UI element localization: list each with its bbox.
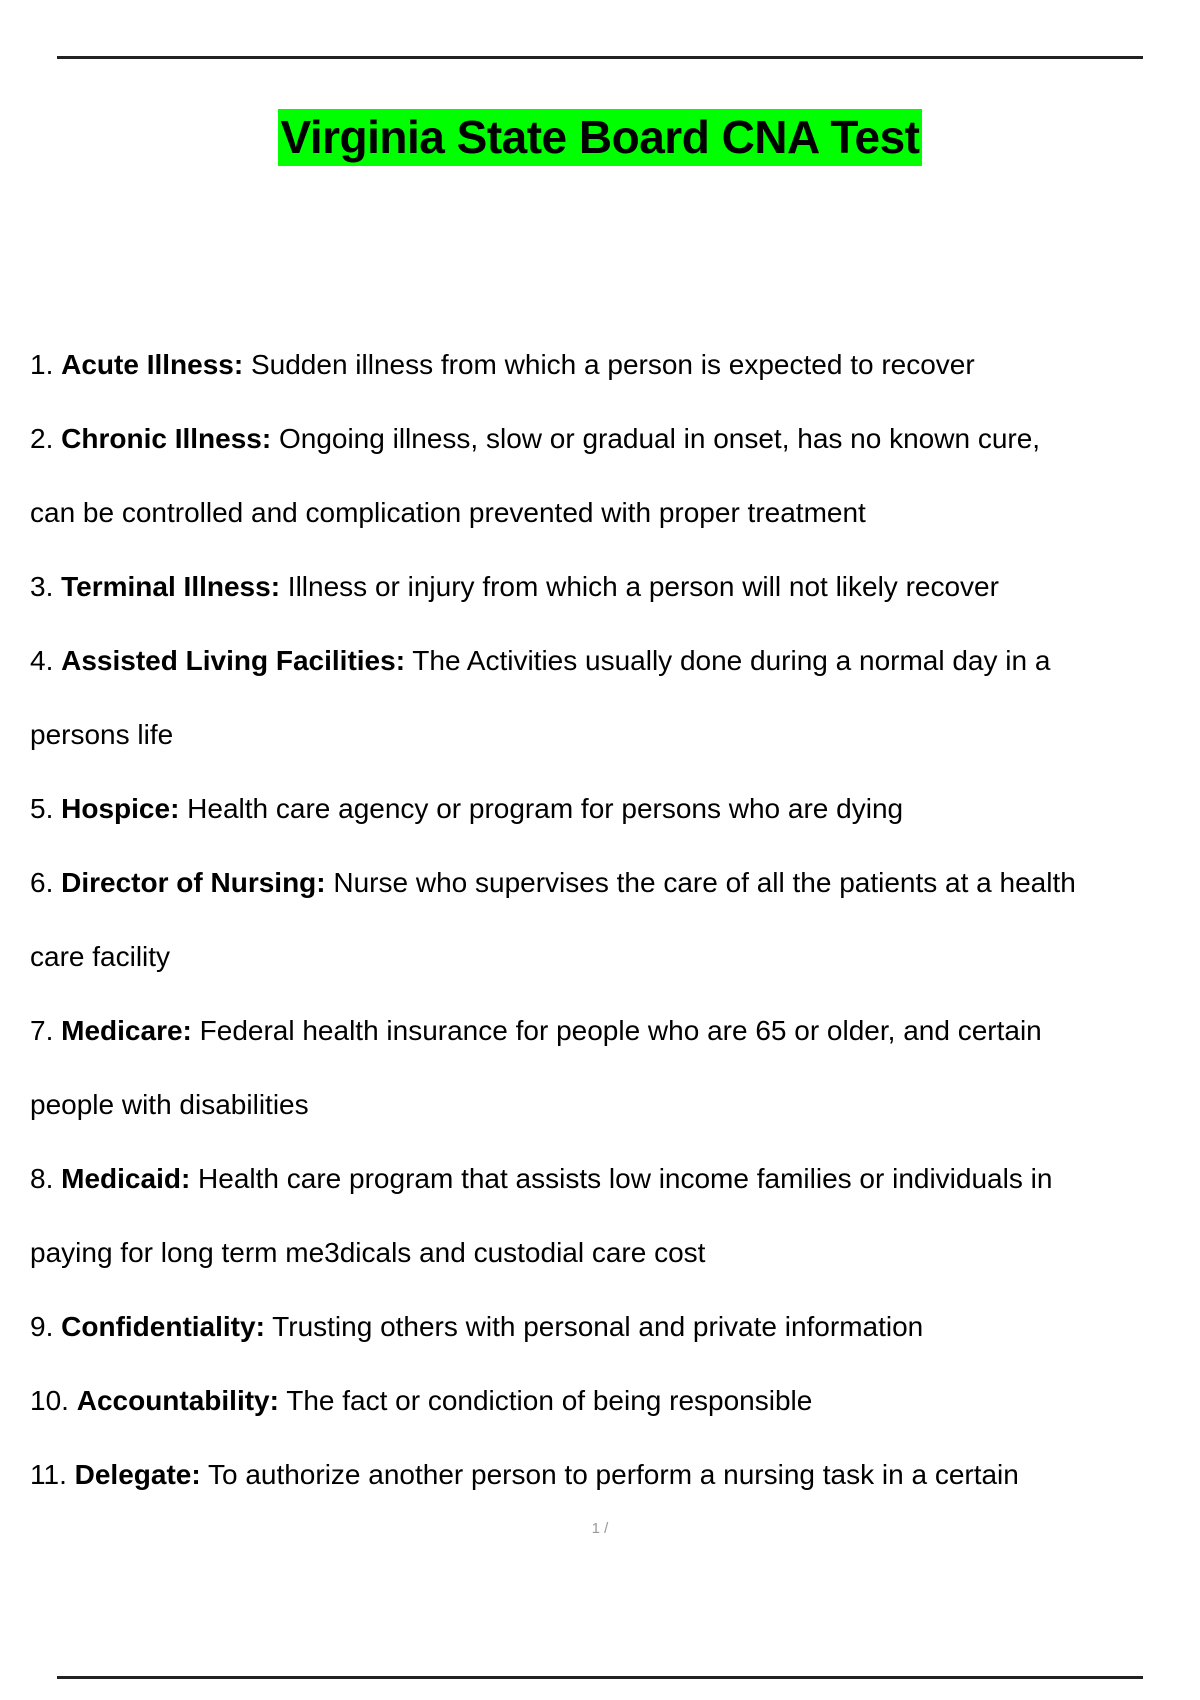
item-definition: The Activities usually done during a normal day in a — [405, 645, 1051, 676]
item-term: Confidentiality: — [61, 1311, 265, 1342]
item-number: 9. — [30, 1311, 54, 1342]
definition-item — [30, 1142, 1190, 1290]
item-number: 8. — [30, 1163, 54, 1194]
item-number: 11. — [30, 1459, 67, 1490]
item-number: 1. — [30, 349, 54, 380]
item-number: 7. — [30, 1015, 54, 1046]
definition-item — [30, 402, 1190, 550]
item-definition: To authorize another person to perform a nursing task in a certain — [200, 1459, 1019, 1490]
item-definition: Illness or injury from which a person will not likely recover — [280, 571, 999, 602]
item-number: 3. — [30, 571, 54, 602]
item-definition: Federal health insurance for people who are 65 or older, and certain — [191, 1015, 1042, 1046]
item-definition: Trusting others with personal and private information — [264, 1311, 924, 1342]
item-term: Chronic Illness: — [61, 423, 272, 454]
definition-item — [30, 1438, 1190, 1512]
item-definition: Sudden illness from which a person is expected to recover — [243, 349, 975, 380]
item-definition: Nurse who supervises the care of all the patients at a health — [325, 867, 1076, 898]
item-definition-continued: persons life — [30, 719, 174, 750]
item-term: Assisted Living Facilities: — [61, 645, 406, 676]
item-term: Medicaid: — [61, 1163, 191, 1194]
item-definition: Ongoing illness, slow or gradual in onset, has no known cure, — [271, 423, 1041, 454]
definition-list — [30, 328, 1190, 1512]
item-definition-continued: people with disabilities — [30, 1089, 309, 1120]
page-number: 1 / — [591, 1520, 609, 1537]
item-number: 4. — [30, 645, 54, 676]
item-term: Accountability: — [76, 1385, 279, 1416]
item-term: Hospice: — [61, 793, 180, 824]
item-number: 10. — [30, 1385, 69, 1416]
definition-item — [30, 1290, 1190, 1364]
item-number: 2. — [30, 423, 54, 454]
item-term: Medicare: — [61, 1015, 192, 1046]
definition-item — [30, 328, 1190, 402]
item-term: Director of Nursing: — [61, 867, 326, 898]
item-definition: Health care agency or program for persons who are dying — [179, 793, 904, 824]
definition-item — [30, 550, 1190, 624]
item-definition-continued: paying for long term me3dicals and custodial care cost — [30, 1237, 706, 1268]
definition-item — [30, 624, 1190, 772]
definition-item — [30, 1364, 1190, 1438]
item-definition-continued: care facility — [30, 941, 171, 972]
item-term: Acute Illness: — [61, 349, 244, 380]
item-number: 6. — [30, 867, 54, 898]
definition-item — [30, 772, 1190, 846]
item-term: Terminal Illness: — [61, 571, 281, 602]
item-number: 5. — [30, 793, 54, 824]
definition-item — [30, 994, 1190, 1142]
item-definition: The fact or condiction of being responsible — [278, 1385, 813, 1416]
item-definition: Health care program that assists low income families or individuals in — [190, 1163, 1053, 1194]
document-title: Virginia State Board CNA Test — [278, 109, 921, 166]
definition-item — [30, 846, 1190, 994]
item-term: Delegate: — [74, 1459, 201, 1490]
header-rule — [57, 56, 1143, 59]
item-definition-continued: can be controlled and complication prevented with proper treatment — [30, 497, 866, 528]
footer-rule — [57, 1676, 1143, 1679]
